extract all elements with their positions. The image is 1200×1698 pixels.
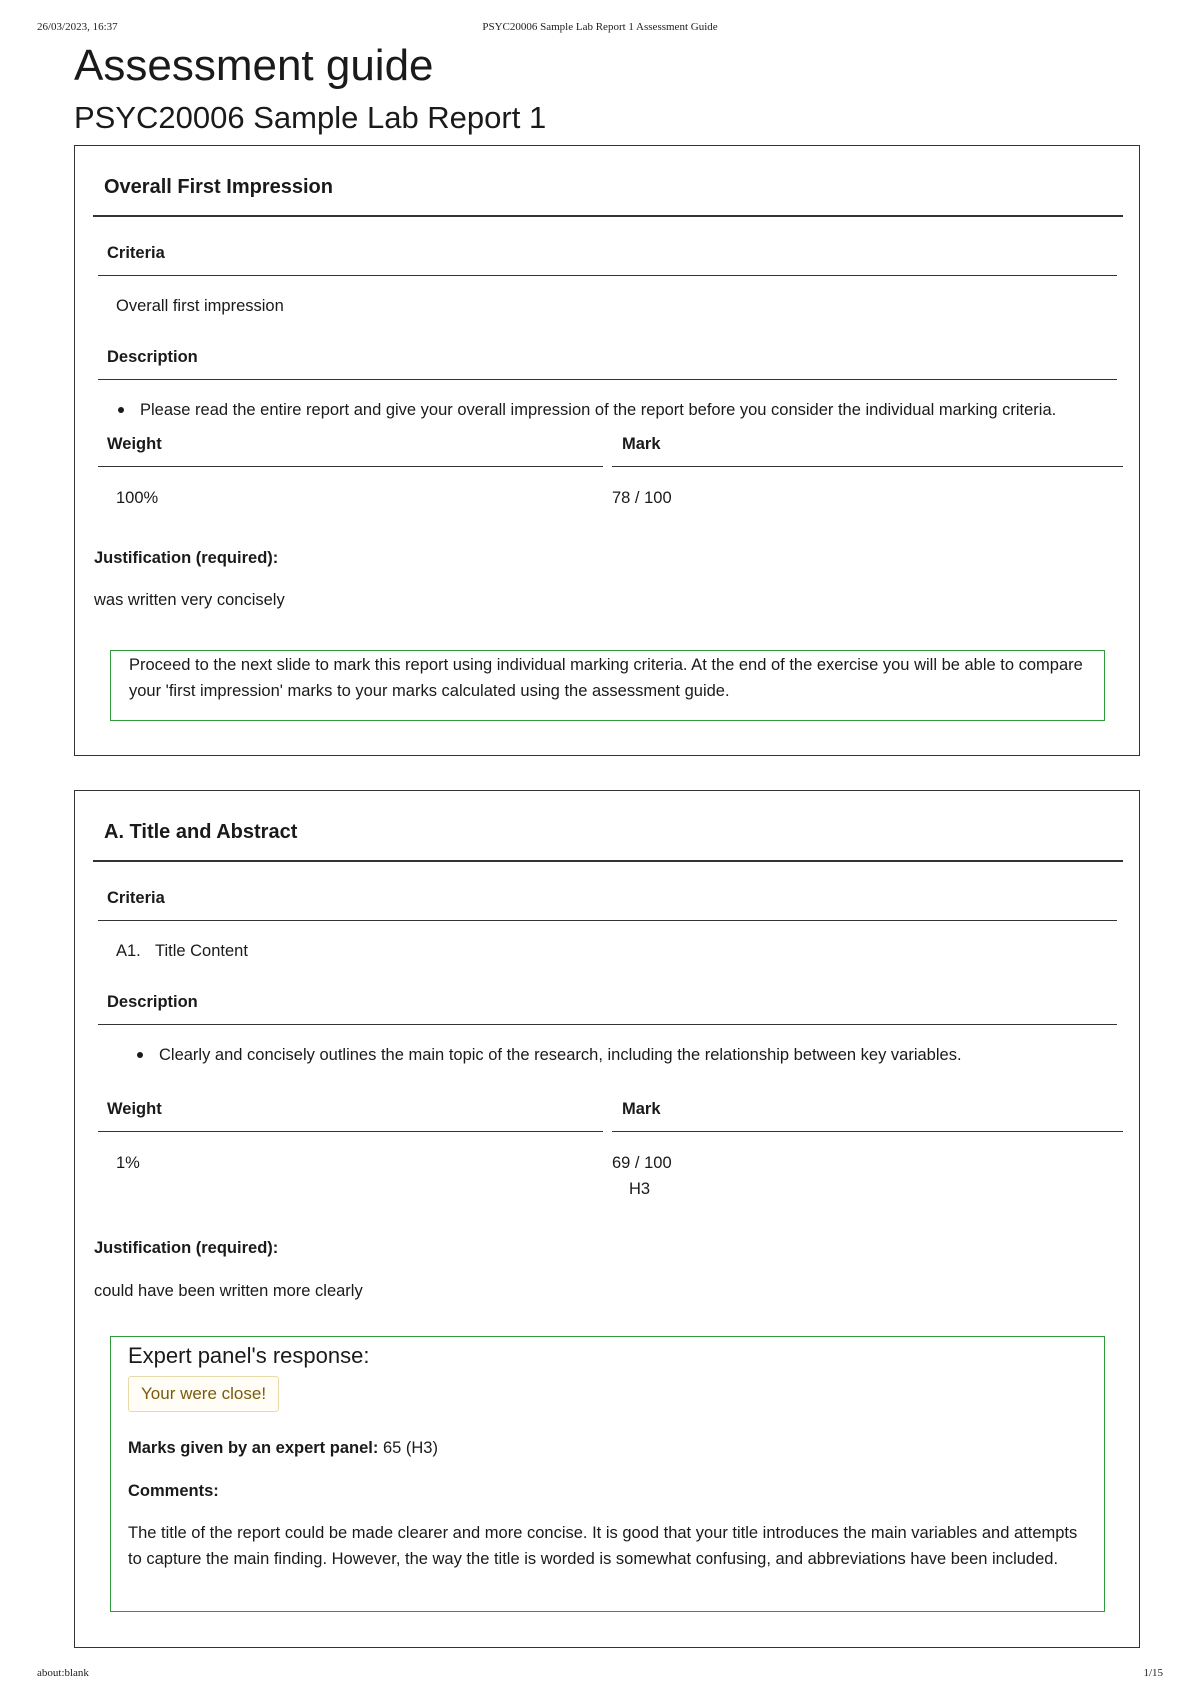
result-badge: Your were close! bbox=[128, 1376, 279, 1412]
weight-divider bbox=[98, 466, 603, 467]
print-datetime: 26/03/2023, 16:37 bbox=[37, 21, 118, 33]
weight-label: Weight bbox=[107, 435, 162, 453]
print-page-number: 1/15 bbox=[1143, 1667, 1163, 1679]
mark-value: 78 / 100 bbox=[612, 489, 672, 507]
expert-marks-line bbox=[128, 1437, 438, 1459]
comments-text: The title of the report could be made clearer and more concise. It is good that your title introduces the main variables and attempts to capture the main finding. However, the way the title is worded is somewhat confusing, and abbreviations have been included. bbox=[128, 1524, 1078, 1568]
weight-value: 100% bbox=[116, 489, 159, 507]
print-url: about:blank bbox=[37, 1667, 89, 1679]
instruction-note-text: Proceed to the next slide to mark this report using individual marking criteria. At the end of the exercise you will be able to compare your 'first impression' marks to your marks calculated using the assessment guide. bbox=[129, 656, 1083, 700]
description-item: Please read the entire report and give your overall impression of the report before you consider the individual marking criteria. bbox=[116, 399, 1116, 421]
weight-value: 1% bbox=[116, 1154, 140, 1172]
section-title-divider bbox=[93, 215, 1123, 217]
expert-marks-value: 65 (H3) bbox=[382, 1439, 438, 1457]
description-divider bbox=[98, 379, 1117, 380]
justification-label: Justification (required): bbox=[94, 1239, 279, 1257]
description-item: Clearly and concisely outlines the main topic of the research, including the relationship between key variables. bbox=[135, 1044, 1115, 1066]
comments-label: Comments: bbox=[128, 1482, 219, 1500]
expert-marks-label: Marks given by an expert panel: bbox=[128, 1439, 379, 1457]
print-doc-title: PSYC20006 Sample Lab Report 1 Assessment Guide bbox=[482, 21, 718, 33]
description-list bbox=[135, 1044, 1115, 1066]
criteria-divider bbox=[98, 920, 1117, 921]
description-label: Description bbox=[107, 993, 198, 1011]
section-overall-first-impression bbox=[74, 145, 1140, 756]
description-divider bbox=[98, 1024, 1117, 1025]
instruction-note bbox=[110, 650, 1105, 721]
description-list bbox=[116, 399, 1116, 421]
page-subtitle: PSYC20006 Sample Lab Report 1 bbox=[74, 100, 547, 135]
print-header bbox=[37, 21, 1163, 37]
criteria-number: A1. bbox=[116, 942, 141, 960]
expert-panel-response bbox=[110, 1336, 1105, 1612]
section-title-and-abstract bbox=[74, 790, 1140, 1648]
criteria-label: Criteria bbox=[107, 244, 165, 262]
section-title: Overall First Impression bbox=[104, 176, 333, 198]
weight-label: Weight bbox=[107, 1100, 162, 1118]
description-label: Description bbox=[107, 348, 198, 366]
criteria-label: Criteria bbox=[107, 889, 165, 907]
expert-panel-heading: Expert panel's response: bbox=[128, 1343, 370, 1368]
mark-value: 69 / 100 bbox=[612, 1154, 672, 1172]
justification-value: was written very concisely bbox=[94, 591, 285, 609]
criteria-value: Title Content bbox=[155, 942, 248, 960]
section-title-divider bbox=[93, 860, 1123, 862]
mark-grade: H3 bbox=[629, 1180, 651, 1198]
print-footer bbox=[37, 1667, 1163, 1683]
page-title: Assessment guide bbox=[74, 41, 434, 90]
criteria-value: Overall first impression bbox=[116, 297, 284, 315]
mark-label: Mark bbox=[622, 435, 661, 453]
mark-divider bbox=[612, 466, 1123, 467]
justification-label: Justification (required): bbox=[94, 549, 279, 567]
justification-value: could have been written more clearly bbox=[94, 1282, 363, 1300]
mark-label: Mark bbox=[622, 1100, 661, 1118]
criteria-divider bbox=[98, 275, 1117, 276]
weight-divider bbox=[98, 1131, 603, 1132]
section-title: A. Title and Abstract bbox=[104, 821, 298, 843]
mark-divider bbox=[612, 1131, 1123, 1132]
